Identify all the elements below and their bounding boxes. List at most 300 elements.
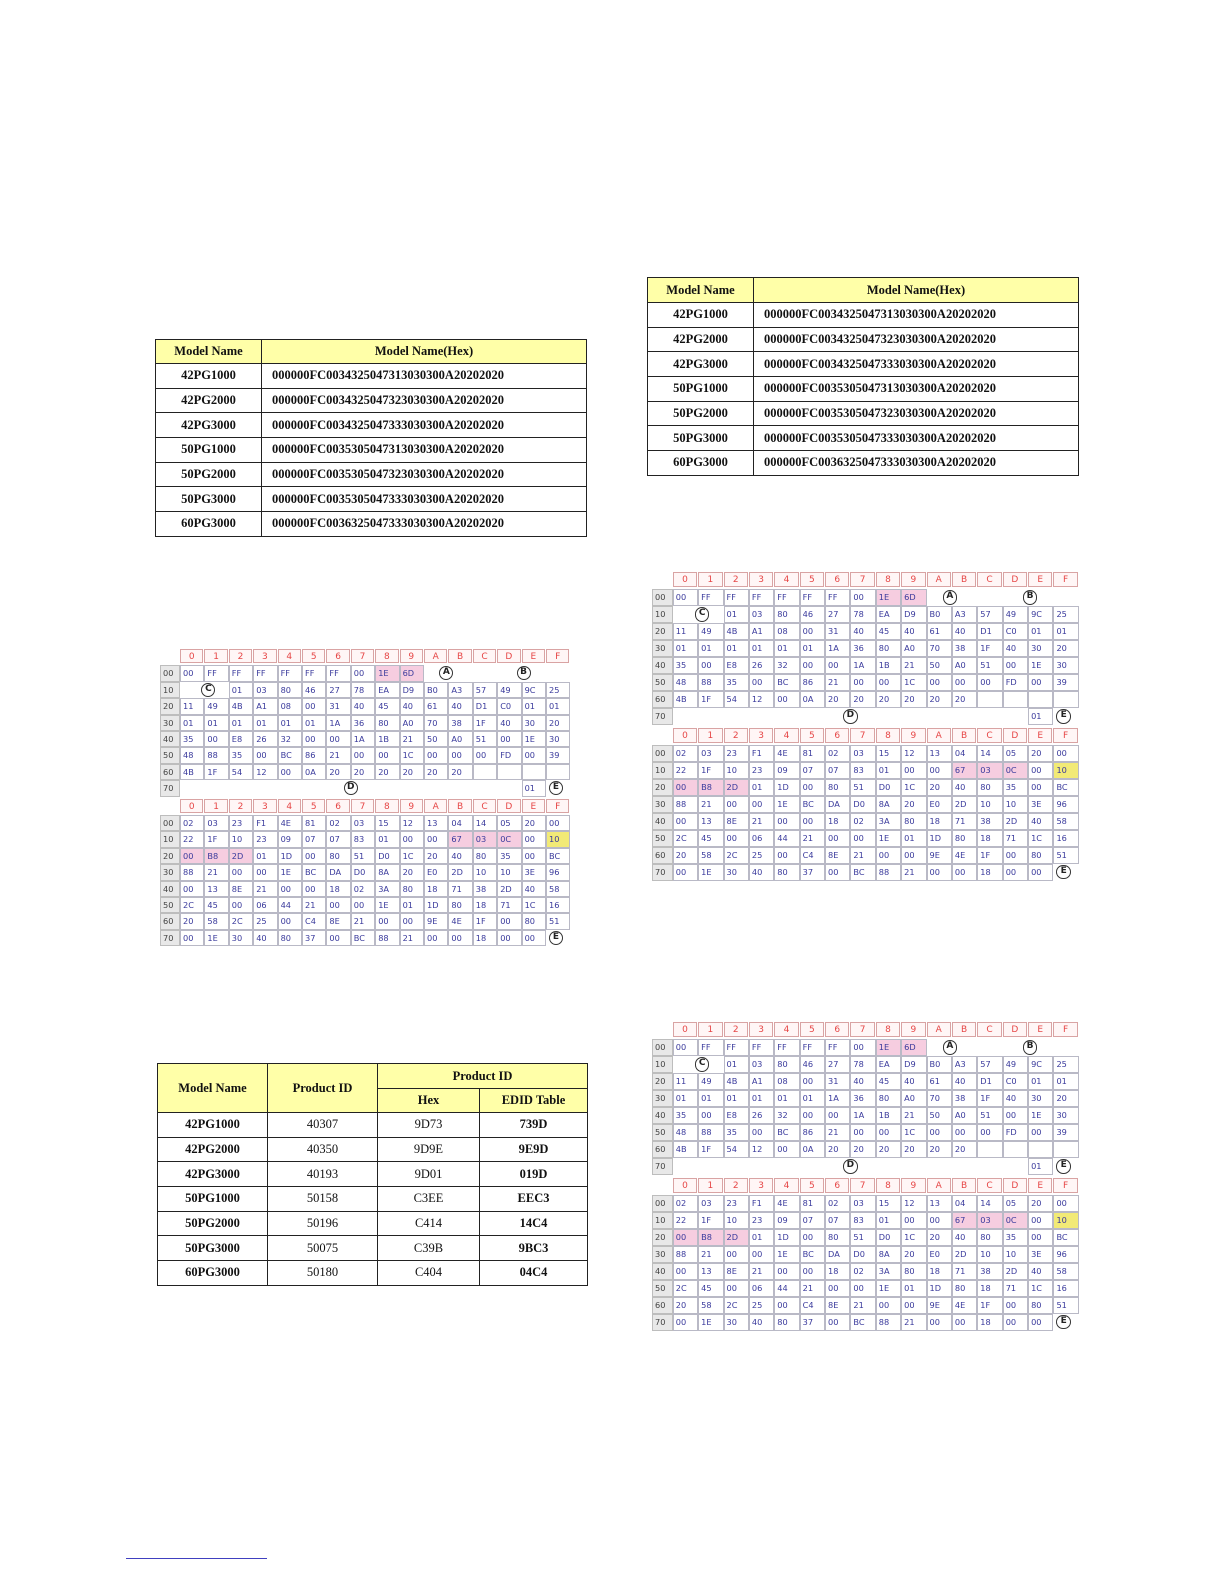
row-header: 70 <box>652 864 673 881</box>
hex-cell: 00 <box>204 731 228 747</box>
hex-cell <box>473 764 497 780</box>
hex-cell: 1C <box>901 1124 926 1141</box>
table-row <box>648 327 1079 352</box>
column-header: 6 <box>825 728 849 743</box>
hex-cell: 30 <box>1053 657 1078 674</box>
column-header: C <box>473 649 496 663</box>
column-header: 1 <box>204 649 227 663</box>
hex-cell: 35 <box>1003 779 1028 796</box>
hex-cell <box>497 764 521 780</box>
hex-cell: 46 <box>302 682 326 698</box>
model-name-cell: 42PG3000 <box>648 352 754 377</box>
hex-cell: 50 <box>927 1107 952 1124</box>
table-row <box>158 1236 588 1261</box>
hex-cell: 20 <box>400 764 424 780</box>
hex-cell: 40 <box>952 1073 977 1090</box>
column-header: 3 <box>253 799 276 813</box>
hex-cell: 27 <box>326 682 350 698</box>
model-name-cell: 42PG2000 <box>156 388 262 413</box>
marker-d: D <box>843 1159 858 1174</box>
hex-cell: 6D <box>400 665 424 681</box>
hex-cell: 4E <box>774 1195 799 1212</box>
hex-cell: 00 <box>1003 657 1028 674</box>
hex-cell: 00 <box>952 864 977 881</box>
hex-cell: 03 <box>698 1195 723 1212</box>
hex-cell: 96 <box>546 864 570 880</box>
hex-cell: C404 <box>378 1261 480 1286</box>
column-header: F <box>546 799 569 813</box>
hex-cell: 78 <box>850 606 875 623</box>
hex-cell: 01 <box>749 1229 774 1246</box>
column-header: 4 <box>278 649 301 663</box>
row-header: 50 <box>652 674 673 691</box>
hex-cell: 25 <box>749 847 774 864</box>
hex-cell: 00 <box>927 1124 952 1141</box>
hex-cell: 00 <box>825 657 850 674</box>
hex-cell: 2D <box>952 1246 977 1263</box>
hex-cell: 80 <box>876 640 901 657</box>
hex-cell: 1F <box>698 691 723 708</box>
hex-cell: 80 <box>774 864 799 881</box>
marker-b: B <box>1023 590 1038 605</box>
hex-cell: 01 <box>724 606 749 623</box>
row-header: 30 <box>652 1246 673 1263</box>
hex-cell: 1E <box>204 930 228 946</box>
hex-cell: 00 <box>952 674 977 691</box>
hex-cell: C4 <box>302 913 326 929</box>
hex-cell: 00 <box>876 847 901 864</box>
hex-cell: 01 <box>749 779 774 796</box>
hex-cell: 61 <box>424 698 448 714</box>
hex-cell: 21 <box>302 897 326 913</box>
hex-cell: 1C <box>400 848 424 864</box>
hex-cell: 1C <box>1028 1280 1053 1297</box>
model-name-cell: 42PG1000 <box>156 364 262 389</box>
hex-cell <box>1028 1141 1053 1158</box>
hex-cell: EA <box>375 682 399 698</box>
hex-cell: 10 <box>1053 762 1078 779</box>
hex-cell: FF <box>749 1039 774 1056</box>
hex-cell: 1D <box>424 897 448 913</box>
hex-cell: 48 <box>180 747 204 763</box>
hex-cell: 21 <box>800 830 825 847</box>
hex-cell: 00 <box>180 848 204 864</box>
hex-cell: 35 <box>673 657 698 674</box>
hex-cell: 1F <box>204 764 228 780</box>
hex-cell: 18 <box>825 813 850 830</box>
hex-cell: 22 <box>673 762 698 779</box>
hex-cell: 80 <box>326 848 350 864</box>
marker-e: E <box>549 781 563 795</box>
hex-cell: 00 <box>876 1124 901 1141</box>
hex-cell: 00 <box>800 1263 825 1280</box>
hex-cell: 09 <box>278 831 302 847</box>
hex-cell: 00 <box>522 930 546 946</box>
marker-c: C <box>695 1057 710 1072</box>
model-name-cell: 50PG2000 <box>158 1211 268 1236</box>
model-name-hex-cell: 000000FC0035305047333030300A20202020 <box>262 487 587 512</box>
column-header: 9 <box>901 1022 925 1037</box>
column-header: 5 <box>302 799 325 813</box>
hex-cell: 9C <box>1028 1056 1053 1073</box>
hex-cell: 00 <box>180 665 204 681</box>
hex-cell: FF <box>278 665 302 681</box>
hex-cell: 20 <box>1053 1090 1078 1107</box>
row-header: 70 <box>160 780 180 796</box>
hex-cell: 05 <box>1003 1195 1028 1212</box>
hex-cell: 4E <box>952 847 977 864</box>
row-header: 40 <box>652 1263 673 1280</box>
hex-cell: 8E <box>825 847 850 864</box>
column-header: D <box>1003 572 1027 587</box>
hex-cell: 21 <box>850 847 875 864</box>
hex-cell: C414 <box>378 1211 480 1236</box>
hex-cell: 01 <box>204 715 228 731</box>
column-header: 0 <box>180 799 203 813</box>
hex-cell: 01 <box>698 1090 723 1107</box>
hex-cell: 11 <box>673 1073 698 1090</box>
column-header: 8 <box>375 649 398 663</box>
hex-cell: 1E <box>876 1039 901 1056</box>
column-header: 2 <box>724 1022 748 1037</box>
hex-cell: 00 <box>326 731 350 747</box>
hex-cell: BC <box>800 1246 825 1263</box>
hex-cell: 31 <box>326 698 350 714</box>
hex-cell: 00 <box>278 881 302 897</box>
column-header: 0 <box>673 572 697 587</box>
hex-cell: 45 <box>876 1073 901 1090</box>
hex-cell: 00 <box>901 1297 926 1314</box>
hex-cell: 80 <box>400 881 424 897</box>
column-header: B <box>952 728 976 743</box>
hex-cell: 02 <box>326 815 350 831</box>
hex-cell: D0 <box>850 1246 875 1263</box>
hex-cell: 00 <box>673 864 698 881</box>
hex-cell: 10 <box>724 1212 749 1229</box>
row-header: 40 <box>160 881 180 897</box>
hex-cell: 1B <box>375 731 399 747</box>
hex-cell: 18 <box>326 881 350 897</box>
hex-cell: 40 <box>448 848 472 864</box>
hex-cell: 1C <box>901 1229 926 1246</box>
hex-cell: 02 <box>825 745 850 762</box>
hex-cell: 37 <box>800 1314 825 1331</box>
hex-cell: 00 <box>952 1124 977 1141</box>
column-header: 6 <box>825 572 849 587</box>
hex-cell: 00 <box>724 1280 749 1297</box>
hex-cell: 71 <box>952 1263 977 1280</box>
hex-cell: 20 <box>673 1297 698 1314</box>
hex-cell: 00 <box>1028 1124 1053 1141</box>
footnote-rule <box>126 1558 267 1559</box>
model-name-cell: 42PG1000 <box>648 303 754 328</box>
hex-cell: 18 <box>977 864 1002 881</box>
hex-cell: 8E <box>724 1263 749 1280</box>
hex-cell: 21 <box>400 930 424 946</box>
column-header: C <box>977 728 1001 743</box>
column-header: A <box>927 1178 951 1193</box>
marker-c: C <box>695 607 710 622</box>
hex-cell: EA <box>876 606 901 623</box>
model-name-hex-cell: 000000FC0034325047333030300A20202020 <box>754 352 1079 377</box>
hex-cell: 1D <box>774 1229 799 1246</box>
hex-cell: 20 <box>326 764 350 780</box>
column-header: B <box>448 799 471 813</box>
hex-cell: 40 <box>1028 1263 1053 1280</box>
hex-cell: 21 <box>326 747 350 763</box>
table-row <box>158 1211 588 1236</box>
hex-cell: 06 <box>749 1280 774 1297</box>
hex-cell: 45 <box>375 698 399 714</box>
hex-cell: 51 <box>473 731 497 747</box>
column-header: D <box>1003 1178 1027 1193</box>
hex-cell: D0 <box>850 796 875 813</box>
hex-cell: DA <box>825 1246 850 1263</box>
hex-cell: 86 <box>800 1124 825 1141</box>
hex-cell: 00 <box>448 930 472 946</box>
hex-cell: 00 <box>698 657 723 674</box>
hex-cell: 00 <box>825 1280 850 1297</box>
hex-cell <box>977 1141 1002 1158</box>
model-name-hex-cell: 000000FC0035305047323030300A20202020 <box>754 401 1079 426</box>
hex-cell: 02 <box>850 813 875 830</box>
hex-cell: 22 <box>673 1212 698 1229</box>
hex-cell: DA <box>825 796 850 813</box>
hex-cell: 26 <box>749 1107 774 1124</box>
hex-cell: 20 <box>927 1141 952 1158</box>
row-header: 70 <box>652 1314 673 1331</box>
hex-cell: 4B <box>180 764 204 780</box>
hex-cell: 00 <box>749 796 774 813</box>
hex-cell: 96 <box>1053 796 1078 813</box>
table-row <box>156 413 587 438</box>
marker-a: A <box>943 590 958 605</box>
hex-cell: 00 <box>901 847 926 864</box>
edid-table-cell: 9BC3 <box>480 1236 588 1261</box>
hex-cell: 71 <box>497 897 521 913</box>
hex-cell: 01 <box>800 1090 825 1107</box>
hex-cell: 1E <box>876 830 901 847</box>
hex-cell: 30 <box>522 715 546 731</box>
hex-cell: 1E <box>774 796 799 813</box>
hex-cell: 83 <box>850 762 875 779</box>
hex-cell: 02 <box>351 881 375 897</box>
hex-cell: 58 <box>1053 813 1078 830</box>
row-header: 70 <box>160 930 180 946</box>
column-header: 1 <box>698 728 722 743</box>
hex-cell: 40 <box>1003 640 1028 657</box>
hex-cell <box>1028 691 1053 708</box>
column-header: B <box>448 649 471 663</box>
hex-cell: 01 <box>1028 623 1053 640</box>
hex-cell: 36 <box>850 1090 875 1107</box>
hex-cell: 9E <box>424 913 448 929</box>
column-header: 1 <box>698 572 722 587</box>
hex-cell: 31 <box>825 1073 850 1090</box>
hex-cell: 03 <box>850 745 875 762</box>
hex-cell: 11 <box>180 698 204 714</box>
hex-cell: 35 <box>497 848 521 864</box>
hex-cell: 3A <box>876 1263 901 1280</box>
table-row <box>648 352 1079 377</box>
column-header: 5 <box>800 728 824 743</box>
hex-cell: 20 <box>825 1141 850 1158</box>
hex-cell: 9C <box>1028 606 1053 623</box>
hex-cell: 1F <box>698 1212 723 1229</box>
hex-cell: D0 <box>876 779 901 796</box>
hex-cell: 20 <box>522 815 546 831</box>
hex-cell: 00 <box>1028 779 1053 796</box>
row-header: 40 <box>652 1107 673 1124</box>
hex-cell: 08 <box>774 1073 799 1090</box>
hex-cell: 20 <box>400 864 424 880</box>
hex-cell: 30 <box>1028 1090 1053 1107</box>
product-id-cell: 40193 <box>268 1162 378 1187</box>
hex-cell: 03 <box>351 815 375 831</box>
model-name-hex-cell: 000000FC0035305047313030300A20202020 <box>262 438 587 463</box>
hex-cell: 46 <box>800 1056 825 1073</box>
hex-cell: 00 <box>749 1246 774 1263</box>
column-header: A <box>927 1022 951 1037</box>
hex-cell: 4E <box>774 745 799 762</box>
hex-cell: 00 <box>724 830 749 847</box>
hex-cell: 01 <box>522 698 546 714</box>
hex-cell: 00 <box>1028 1314 1053 1331</box>
row-header: 20 <box>652 779 673 796</box>
hex-cell: 00 <box>673 1229 698 1246</box>
model-name-cell: 50PG1000 <box>156 438 262 463</box>
hex-cell: 40 <box>850 1073 875 1090</box>
hex-cell: D0 <box>375 848 399 864</box>
hex-cell: 1F <box>204 831 228 847</box>
hex-cell: 1E <box>876 1280 901 1297</box>
table-row <box>158 1187 588 1212</box>
column-header: 7 <box>850 728 874 743</box>
hex-cell: 37 <box>800 864 825 881</box>
row-header: 70 <box>652 708 673 725</box>
hex-cell: 16 <box>546 897 570 913</box>
table-row <box>158 1113 588 1138</box>
hex-cell: 01 <box>1028 1158 1053 1175</box>
hex-cell: 2D <box>724 1229 749 1246</box>
row-header: 00 <box>160 815 180 831</box>
hex-cell: 00 <box>850 1124 875 1141</box>
hex-cell: 03 <box>749 1056 774 1073</box>
hex-cell: 00 <box>1003 1107 1028 1124</box>
hex-cell: 00 <box>253 864 277 880</box>
marker-b: B <box>517 666 531 680</box>
hex-cell: 20 <box>825 691 850 708</box>
hex-cell: 1E <box>522 731 546 747</box>
hex-cell: 40 <box>749 1314 774 1331</box>
hex-cell: C0 <box>497 698 521 714</box>
hex-cell: 18 <box>825 1263 850 1280</box>
hex-cell: 07 <box>825 1212 850 1229</box>
hex-cell: 1E <box>278 864 302 880</box>
hex-cell: 51 <box>977 1107 1002 1124</box>
model-name-cell: 42PG3000 <box>156 413 262 438</box>
hex-cell: 00 <box>400 831 424 847</box>
hex-cell: 2D <box>724 779 749 796</box>
hex-cell: 00 <box>673 779 698 796</box>
hex-cell: FF <box>253 665 277 681</box>
row-header: 20 <box>652 1229 673 1246</box>
hex-cell: 00 <box>749 1124 774 1141</box>
hex-cell: 1B <box>876 1107 901 1124</box>
table-row <box>156 438 587 463</box>
hex-cell: E0 <box>424 864 448 880</box>
hex-cell: C4 <box>800 1297 825 1314</box>
table-row <box>648 377 1079 402</box>
hex-cell: 4B <box>724 1073 749 1090</box>
hex-cell: 11 <box>673 623 698 640</box>
row-header: 50 <box>160 747 180 763</box>
hex-cell: 00 <box>1028 1229 1053 1246</box>
row-header: 50 <box>160 897 180 913</box>
hex-cell: 3E <box>1028 796 1053 813</box>
table-row <box>648 401 1079 426</box>
hex-cell: 8A <box>375 864 399 880</box>
hex-cell: 51 <box>850 1229 875 1246</box>
hex-cell: 00 <box>1028 1212 1053 1229</box>
hex-cell: FF <box>800 1039 825 1056</box>
table-row <box>156 364 587 389</box>
hex-cell: 48 <box>673 674 698 691</box>
hex-cell: 80 <box>901 813 926 830</box>
column-header: 4 <box>774 1022 798 1037</box>
hex-cell: FF <box>825 1039 850 1056</box>
hex-cell: 21 <box>253 881 277 897</box>
column-header: 5 <box>800 1178 824 1193</box>
edid-table-cell: 04C4 <box>480 1261 588 1286</box>
row-header: 20 <box>160 698 180 714</box>
hex-cell: 09 <box>774 1212 799 1229</box>
hex-cell: FD <box>1003 674 1028 691</box>
hex-cell: 88 <box>180 864 204 880</box>
row-header: 10 <box>652 1056 673 1073</box>
table-row <box>648 426 1079 451</box>
hex-cell: FF <box>302 665 326 681</box>
hex-cell: 80 <box>448 897 472 913</box>
hex-cell: 01 <box>901 830 926 847</box>
hex-cell: 88 <box>375 930 399 946</box>
hex-cell: 9D73 <box>378 1113 480 1138</box>
model-name-cell: 50PG1000 <box>648 377 754 402</box>
hex-cell: 00 <box>375 747 399 763</box>
hex-cell: 20 <box>1028 745 1053 762</box>
hex-cell: BC <box>1053 779 1078 796</box>
hex-cell: E0 <box>927 796 952 813</box>
hex-cell: FF <box>774 1039 799 1056</box>
marker-a: A <box>943 1040 958 1055</box>
row-header: 20 <box>652 1073 673 1090</box>
hex-cell: 70 <box>927 1090 952 1107</box>
hex-cell: 01 <box>774 640 799 657</box>
hex-cell: 8E <box>326 913 350 929</box>
hex-cell: 10 <box>977 1246 1002 1263</box>
column-header: C <box>473 799 496 813</box>
hex-cell: 14 <box>977 745 1002 762</box>
hex-cell: 00 <box>850 674 875 691</box>
hex-cell: BC <box>800 796 825 813</box>
hex-cell: FF <box>229 665 253 681</box>
column-header: 7 <box>351 799 374 813</box>
hex-cell: 00 <box>326 897 350 913</box>
hex-cell: 0A <box>302 764 326 780</box>
hex-cell: 9E <box>927 847 952 864</box>
row-header: 30 <box>160 864 180 880</box>
hex-cell: 00 <box>927 1314 952 1331</box>
